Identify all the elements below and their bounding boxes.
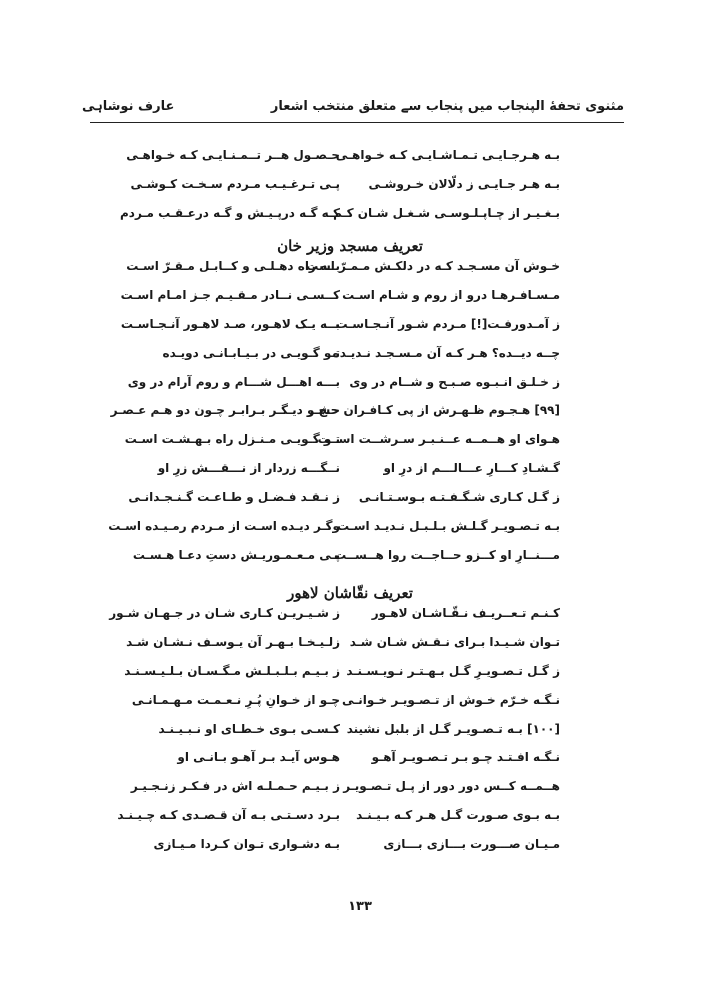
- verse-row: [131, 692, 560, 722]
- hemistich-first: بـه هـر جـایـی ز دلّالان خـروشـی: [368, 176, 560, 191]
- verse-row: [109, 606, 560, 635]
- hemistich-second: حـج و دیـگـر بـرابـر چـون دو هـم عـصـر: [110, 403, 340, 418]
- verse-row: [108, 519, 560, 548]
- verse-row: [120, 316, 560, 346]
- verse-row: [124, 663, 560, 693]
- hemistich-first: بـه هـرجـایـی تـمـاشـایـی کـه خـواهـی: [335, 148, 560, 162]
- hemistich-first: ز خـلـق انـبـوه صـبـح و شــام در وی: [349, 374, 560, 389]
- verse-row: [126, 259, 560, 288]
- hemistich-first: خـوش آن مسـجـد کـه در دلکـش مـمـرّ است: [306, 259, 560, 273]
- hemistich-second: بـه دشـواری تـوان کـردا مـیـازی: [153, 837, 340, 852]
- hemistich-first: ز گـل تـصـویـرِ گـل بـهـتـر نـویـسـنـد: [346, 663, 560, 678]
- verse-row: [127, 374, 560, 404]
- hemistich-second: چـو از خـوانِ پُـرِ نـعـمـت مـهـمـانـی: [131, 692, 340, 707]
- verse-row: [120, 287, 560, 317]
- verse-row: [128, 490, 560, 519]
- header-rule: [90, 122, 624, 123]
- opening-verses: [120, 148, 560, 235]
- mosque-section: [108, 233, 560, 577]
- hemistich-first: [۱۰۰] بـه تـصـویـر گـل از بلبل نشیند: [346, 721, 560, 736]
- verse-row: [140, 750, 560, 779]
- verse-row: [110, 403, 560, 432]
- header-author: عارف نوشاہی: [82, 99, 175, 114]
- verse-row: [126, 148, 560, 177]
- section-heading: تعریف نقّاشان لاهور: [287, 584, 413, 602]
- page-number: ۱۳۳: [348, 899, 372, 914]
- verse-row: [132, 547, 560, 577]
- hemistich-first: نـگـه افـتـد چـو بـر تـصـویـر آهـو: [371, 750, 560, 765]
- hemistich-second: ز شـیـریـن کـاری شـان در جـهـان شـور: [109, 606, 340, 620]
- painters-section: [109, 580, 560, 866]
- hemistich-second: بـــه اهـــل شـــام و روم آرام در وی: [127, 374, 340, 389]
- hemistich-first: مـسـافـرهـا درو از روم و شـام اسـت: [342, 287, 560, 302]
- hemistich-second: نــگـــه زردار از نـــقـــش زرِ او: [157, 461, 340, 476]
- hemistich-second: ز بـیـم بـلـبـلـش مـگـسـان بـلـیـسـنـد: [124, 663, 340, 678]
- hemistich-first: تـوان شـیـدا بـرای نـقـش شـان شـد: [349, 634, 560, 649]
- hemistich-second: هـوس آیـد بـر آهـو بـانـی او: [177, 750, 340, 765]
- hemistich-second: کـسـی بـوی خـطـای او نـبـیـنـد: [158, 721, 340, 736]
- hemistich-first: هــمــه کــس دور دور از پـل تـصـویـر: [343, 779, 560, 794]
- hemistich-first: گـشـادِ کـــارِ عـــالـــم از درِ او: [383, 461, 560, 476]
- header-title: مثنوی تحفهٔ الپنجاب میں پنجاب سے متعلق منتخب اشعار: [270, 99, 624, 114]
- hemistich-first: کـنـم تـعــریـف نـقّـاشـان لاهـور: [371, 606, 560, 620]
- hemistich-first: ز گـل کـاری شـگـفـتـه بـوسـتـانـی: [358, 490, 560, 505]
- hemistich-second: تـو گـویـی مـنـزل راه بـهـشـت اسـت: [124, 432, 340, 447]
- hemistich-first: هـوای او هــمــه عــنـبـر سـرشــت اســت: [317, 432, 560, 447]
- hemistich-first: مـیـان صـــورت بـــازی بـــازی: [383, 837, 560, 852]
- hemistich-second: زلـیـخـا بـهـر آن یـوسـف نـشـان شـد: [126, 634, 340, 649]
- hemistich-second: بــه راه دهـلـی و کــابـل مـقـرّ اسـت: [126, 259, 340, 273]
- hemistich-first: بـغـیـر از چـاپـلـوسـی شـغـل شـان کـم: [333, 205, 560, 220]
- verse-row: [126, 634, 560, 664]
- hemistich-second: پـی مـعـمـوریـش دستِ دعـا هـسـت: [132, 547, 340, 562]
- hemistich-second: کــسـی نــادر مـقـیـم جـز امـام اسـت: [120, 287, 340, 302]
- verse-row: [130, 176, 560, 206]
- running-header: [70, 99, 624, 121]
- hemistich-second: بـرد دسـتـی بـه آن قـصـدی کـه چـیـنـد: [117, 808, 340, 823]
- hemistich-second: تـو گـویـی در بـیـابـانـی دویـده: [162, 345, 340, 360]
- verse-row: [130, 779, 560, 808]
- section-heading: تعریف مسجد وزیر خان: [277, 237, 423, 255]
- hemistich-second: ز نـقـد فـضـل و طـاعـت گـنـجـدانـی: [128, 490, 340, 505]
- verse-row: [120, 205, 560, 235]
- verse-row: [117, 808, 560, 837]
- hemistich-second: پـی تـرغـیـب مـردم سـخـت کـوشـی: [130, 176, 340, 191]
- hemistich-second: ز بـیـم حـمـلـه اش در فـکـر زنـجـیـر: [130, 779, 340, 794]
- verse-row: [140, 837, 560, 866]
- hemistich-first: نـگـه خـرّم خـوش از تـصـویـر خـوانـی: [342, 692, 560, 707]
- hemistich-first: بـه بـوی صـورت گـل هـر کـه بـیـنـد: [356, 808, 560, 823]
- hemistich-second: کـه گـه درپـیـش و گـه درعـقـب مـردم: [120, 205, 340, 220]
- verse-row: [140, 346, 560, 375]
- hemistich-first: بـه تـصـویـر گـلـش بـلـبـل نـدیـد اسـت: [336, 519, 560, 534]
- hemistich-first: مـــنــارِ او کــزو حــاجــت روا هــســت: [334, 547, 560, 562]
- hemistich-second: وگـر دیـده اسـت از مـردم رمـیـده اسـت: [108, 519, 340, 534]
- hemistich-first: ز آمـدورفـت[!] مـردم شـور آنـجـاسـت: [335, 316, 560, 331]
- verse-row: [140, 722, 560, 751]
- hemistich-first: [۹۹] هـجـوم ظـهـرش از پی کـافـران حشـر: [306, 403, 560, 418]
- hemistich-second: حـصـول هــر تــمـنـایـی کـه خـواهـی: [126, 148, 340, 162]
- hemistich-first: چــه دیــده؟ هـر کـه آن مـسـجـد نـدیـده: [332, 345, 560, 360]
- verse-row: [140, 461, 560, 490]
- hemistich-second: بــه یـک لاهـور، صـد لاهـور آنـجـاسـت: [120, 316, 340, 331]
- verse-row: [124, 432, 560, 461]
